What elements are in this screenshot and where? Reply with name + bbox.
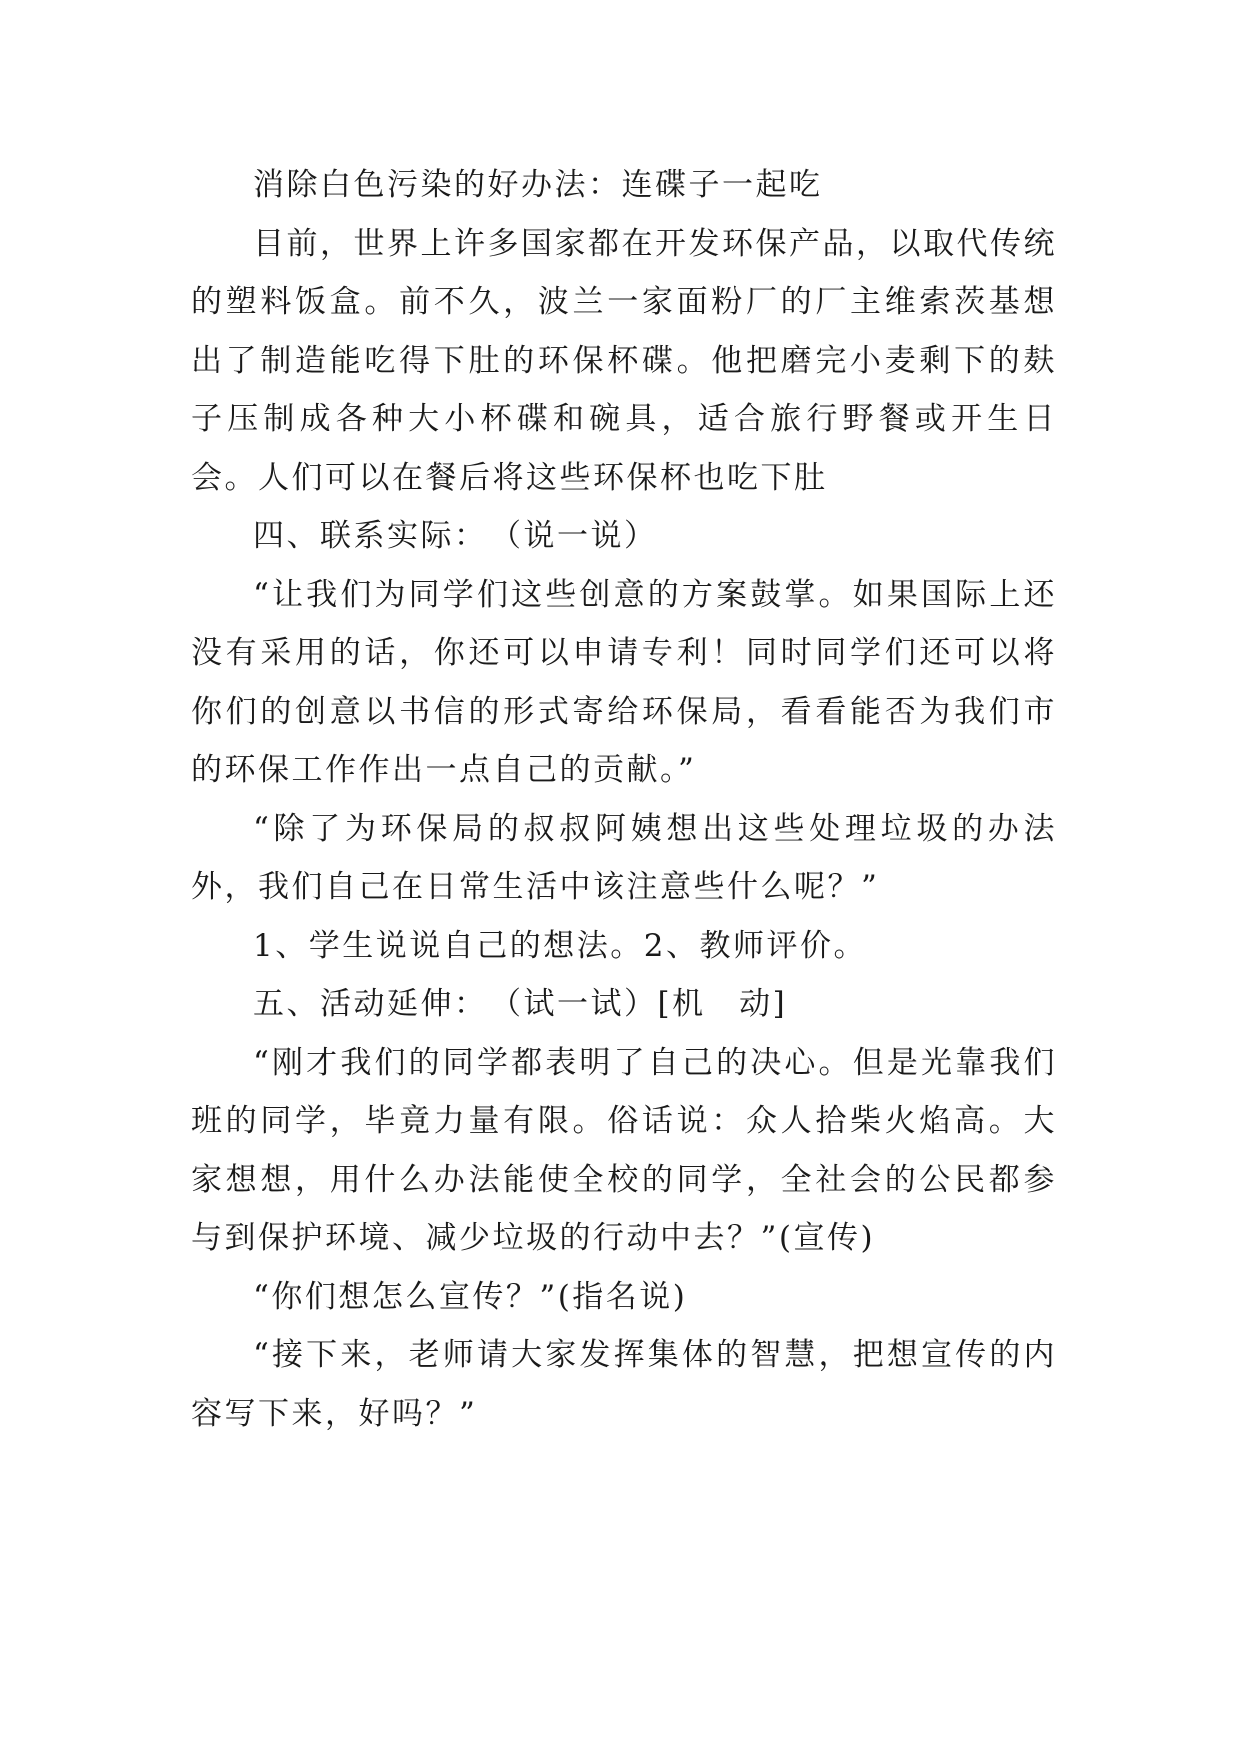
teacher-quote-paragraph: “刚才我们的同学都表明了自己的决心。但是光靠我们班的同学，毕竟力量有限。俗话说：众人拾柴火焰高。大家想想，用什么办法能使全校的同学，全社会的公民都参与到保护环境、减少垃圾的行动中去？”(宣传) — [191, 1044, 1057, 1256]
section-heading-activity-extension: 五、活动延伸： （试一试）[机 动] — [253, 986, 788, 1022]
teacher-request-paragraph: “接下来，老师请大家发挥集体的智慧，把想宣传的内容写下来，好吗？” — [191, 1337, 1057, 1432]
activity-steps: 1、学生说说自己的想法。2、教师评价。 — [253, 927, 867, 964]
article-title: 消除白色污染的好办法：连碟子一起吃 — [253, 167, 823, 203]
teacher-quote-paragraph: “让我们为同学们这些创意的方案鼓掌。如果国际上还没有采用的话，你还可以申请专利！同时同学们还可以将你们的创意以书信的形式寄给环保局，看看能否为我们市的环保工作作出一点自己的贡献。” — [191, 576, 1057, 788]
teacher-question-paragraph: “你们想怎么宣传？”(指名说) — [253, 1278, 688, 1315]
document-page — [191, 156, 1057, 1443]
teacher-question-paragraph: “除了为环保局的叔叔阿姨想出这些处理垃圾的办法外，我们自己在日常生活中该注意些什么呢？” — [191, 810, 1057, 905]
section-heading-connect-practice: 四、联系实际： （说一说） — [253, 518, 658, 554]
article-body-paragraph: 目前，世界上许多国家都在开发环保产品，以取代传统的塑料饭盒。前不久，波兰一家面粉厂的厂主维索茨基想出了制造能吃得下肚的环保杯碟。他把磨完小麦剩下的麸子压制成各种大小杯碟和碗具，适合旅行野餐或开生日会。人们可以在餐后将这些环保杯也吃下肚 — [191, 225, 1057, 496]
